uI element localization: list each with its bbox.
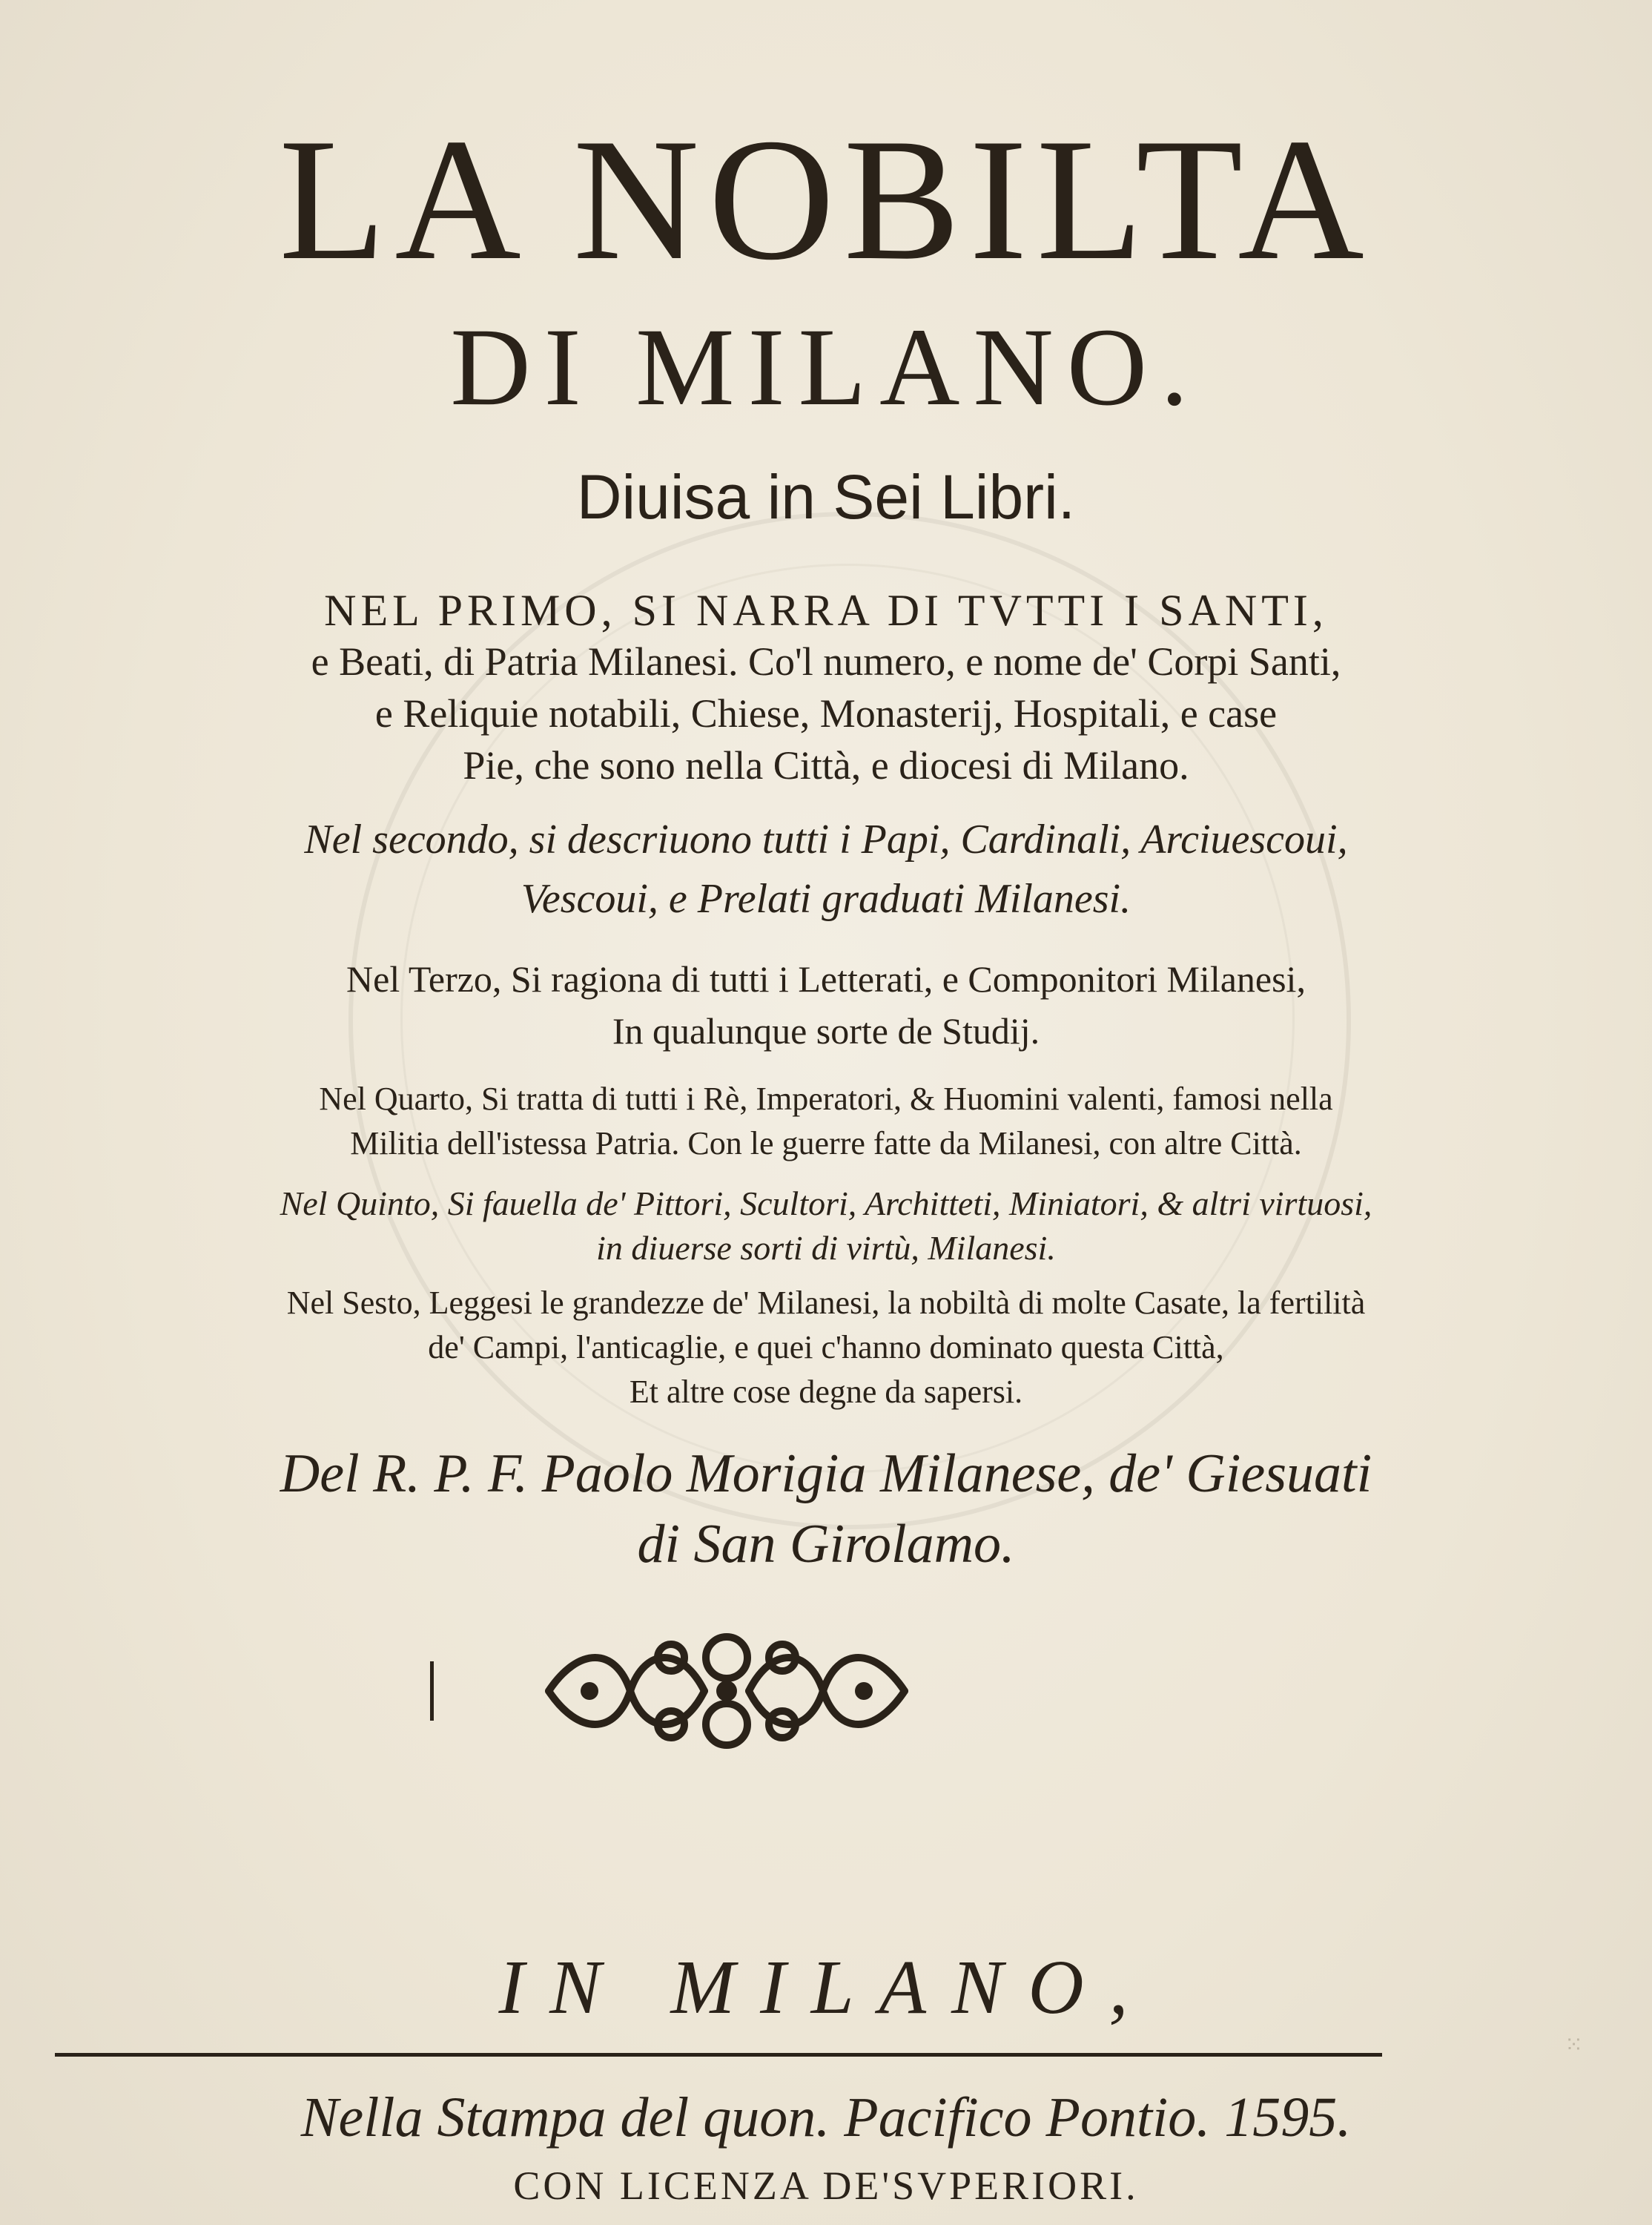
book-2-line-1: Nel secondo, si descriuono tutti i Papi, Cardinali, Arciuescoui, [304,817,1348,863]
imprint-press: Nella Stampa del quon. Pacifico Pontio. 1595. [300,2086,1352,2149]
margin-pencil-mark: ⁙ [1565,2032,1584,2058]
book-1-line-2: e Beati, di Patria Milanesi. Co'l numero, e nome de' Corpi Santi, [311,639,1341,684]
title-line-1: LA NOBILTA [279,103,1373,297]
book-5-line-2: in diuerse sorti di virtù, Milanesi. [596,1229,1056,1267]
imprint-rule [55,2053,1382,2057]
book-2-line-2: Vescoui, e Prelati graduati Milanesi. [521,876,1131,922]
fleuron-ornament-icon [534,1617,919,1765]
book-5-line-1: Nel Quinto, Si fauella de' Pittori, Scultori, Architteti, Miniatori, & altri virtuosi, [280,1184,1372,1222]
subtitle: Diuisa in Sei Libri. [576,462,1076,532]
title-line-2: DI MILANO. [450,306,1202,429]
book-6-line-3: Et altre cose degne da sapersi. [629,1374,1023,1410]
book-3-line-2: In qualunque sorte de Studij. [612,1010,1040,1052]
printer-mark-tick [430,1661,434,1721]
book-6-line-2: de' Campi, l'anticaglie, e quei c'hanno dominato questa Città, [428,1329,1224,1365]
book-4-line-2: Militia dell'istessa Patria. Con le guerre fatte da Milanesi, con altre Città. [350,1125,1302,1161]
book-1-line-3: e Reliquie notabili, Chiese, Monasterij, Hospitali, e case [374,691,1278,736]
book-3-line-1: Nel Terzo, Si ragiona di tutti i Letterati, e Componitori Milanesi, [346,958,1306,1000]
imprint-city: IN MILANO, [498,1945,1154,2030]
book-4-line-1: Nel Quarto, Si tratta di tutti i Rè, Imperatori, & Huomini valenti, famosi nella [319,1081,1333,1117]
book-1-line-1: NEL PRIMO, SI NARRA DI TVTTI I SANTI, [324,586,1328,635]
book-1-line-4: Pie, che sono nella Città, e diocesi di Milano. [463,743,1189,788]
author-line-2: di San Girolamo. [637,1514,1015,1575]
imprint-license: CON LICENZA DE'SVPERIORI. [513,2163,1139,2208]
author-line-1: Del R. P. F. Paolo Morigia Milanese, de' Giesuati [280,1443,1372,1504]
book-6-line-1: Nel Sesto, Leggesi le grandezze de' Milanesi, la nobiltà di molte Casate, la fertilità [286,1285,1366,1321]
